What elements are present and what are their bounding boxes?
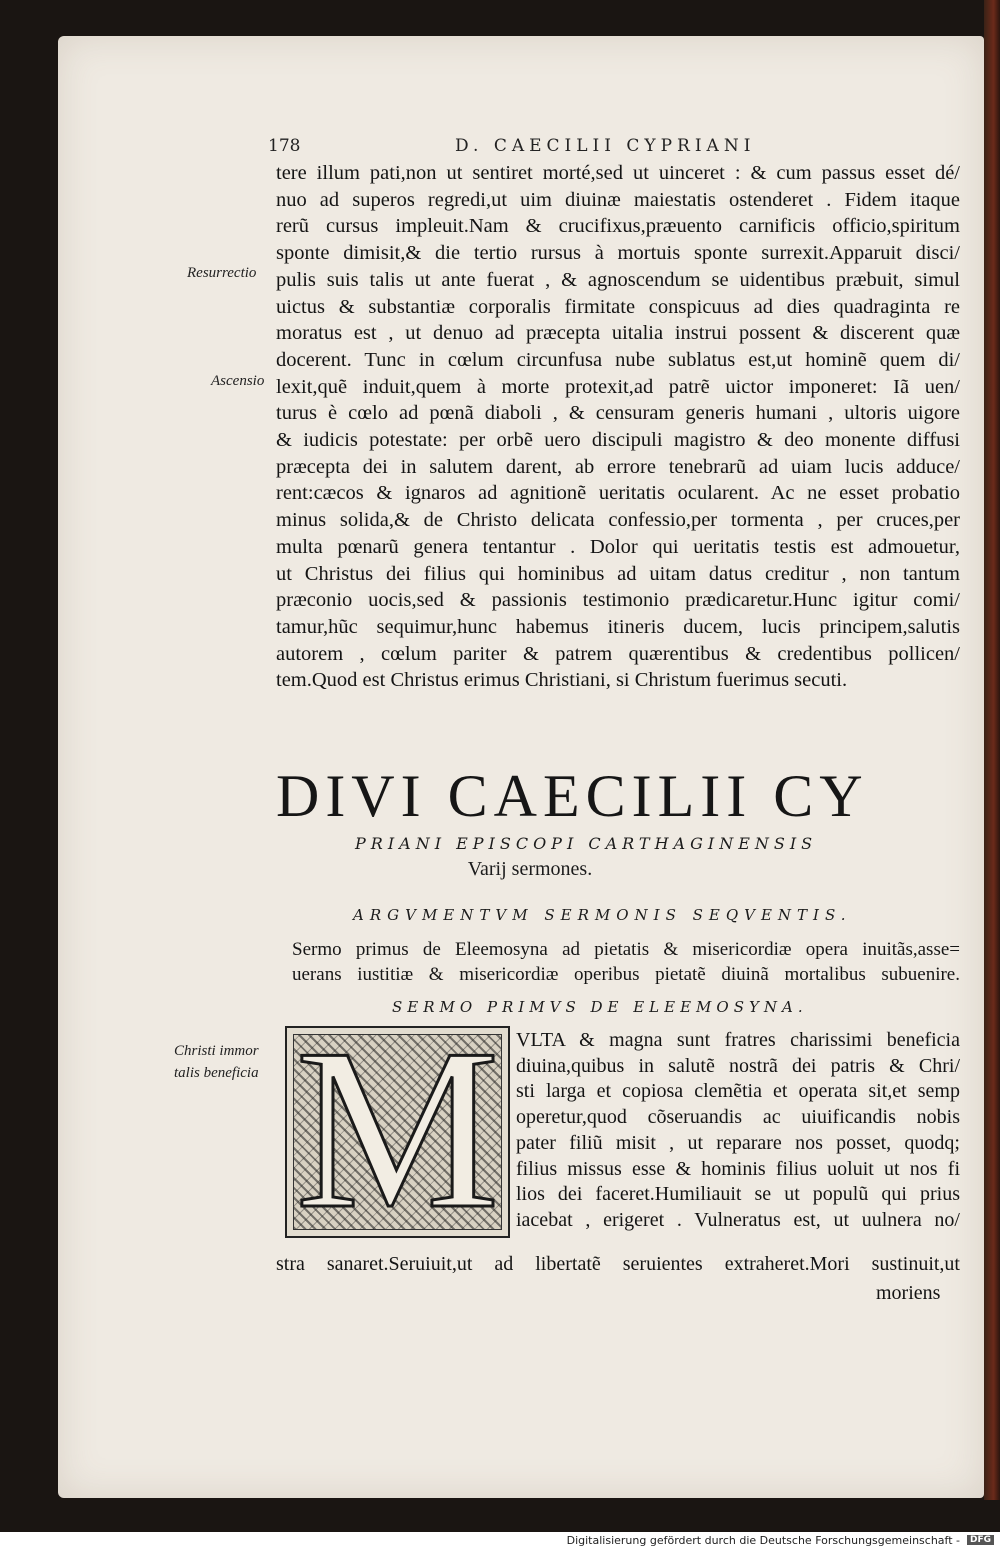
section-subtitle: PRIANI EPISCOPI CARTHAGINENSIS [355, 834, 818, 853]
sermon-line: iacebat , erigeret . Vulneratus est, ut uulnera no/ [516, 1208, 960, 1231]
text-line: sponte dimisit,& die tertio rursus à mortuis sponte surrexit.Apparuit disci/ [276, 242, 960, 265]
text-line: docerent. Tunc in cœlum circunfusa nube sublatus est,ut hominẽ quem di/ [276, 348, 960, 371]
running-title: D. CAECILII CYPRIANI [455, 136, 756, 156]
footer-credit: Digitalisierung gefördert durch die Deutsche Forschungsgemeinschaft - [566, 1534, 960, 1547]
margin-note-resurrectio: Resurrectio [187, 265, 257, 281]
margin-note-christi [174, 1040, 259, 1084]
argument-line: Sermo primus de Eleemosyna ad pietatis & misericordiæ opera inuitãs,asse= [292, 939, 960, 960]
argument-heading: ARGVMENTVM SERMONIS SEQVENTIS. [353, 906, 852, 924]
sermon-text-full [276, 1250, 960, 1278]
argument-line: uerans iustitiæ & misericordiæ operibus pietatẽ diuinã mortalibus subuenire. [292, 964, 960, 985]
text-line: multa pœnarũ genera tentantur . Dolor qui ueritatis testis est admouetur, [276, 535, 960, 558]
sermon-line: lios dei faceret.Humiliauit se ut populũ qui prius [516, 1183, 960, 1206]
sermon-text-right [516, 1028, 960, 1234]
sermon-line: stra sanaret.Seruiuit,ut ad libertatẽ seruientes extraheret.Mori sustinuit,ut [276, 1253, 960, 1275]
sermon-line: operetur,quod cõseruandis ac uiuificandis nobis [516, 1106, 960, 1129]
digitization-footer [0, 1532, 1000, 1551]
text-line: minus solida,& de Christo delicata confessio,per tormenta , per cruces,per [276, 509, 960, 532]
text-line: præcepta dei in salutem darent, ab errore tenebrarũ ad uiam lucis adduce/ [276, 455, 960, 478]
sermon-line: filius missus esse & hominis filius uoluit ut nos fi [516, 1157, 960, 1180]
margin-note-line: talis beneficia [174, 1065, 259, 1081]
text-line: tere illum pati,non ut sentiret morté,sed ut uinceret : & cum passus esset dé/ [276, 162, 960, 184]
margin-note-line: Christi immor [174, 1043, 259, 1059]
text-line: tamur,hũc sequimur,hunc habemus itineris ducem, lucis principem,salutis [276, 615, 960, 638]
text-line: lexit,quẽ induit,quem à morte protexit,ad patrẽ uictor imponeret: Iã uen/ [276, 375, 960, 398]
sermon-line: VLTA & magna sunt fratres charissimi beneficia [516, 1029, 960, 1051]
dfg-logo: DFG [967, 1535, 994, 1545]
text-line: moratus est , ut denuo ad præcepta uitalia instrui possent & discerent quæ [276, 322, 960, 345]
sermon-line: pater filiũ misit , ut reparare nos posset, quodq; [516, 1131, 960, 1154]
catchword: moriens [876, 1282, 941, 1304]
main-text-block [276, 160, 960, 694]
sermon-heading: SERMO PRIMVS DE ELEEMOSYNA. [392, 998, 808, 1016]
section-subtitle-varij: Varij sermones. [467, 858, 593, 880]
decorated-initial [285, 1026, 510, 1238]
sermon-line: sti larga et copiosa clemẽtia et operata sit,et semp [516, 1080, 960, 1103]
initial-letter: M [295, 1026, 500, 1238]
book-binding-edge [984, 0, 1000, 1500]
text-line: præconio uocis,sed & passionis testimonio prædicaretur.Hunc igitur comi/ [276, 589, 960, 612]
text-line: uictus & substantiæ corporalis firmitate conspicuus ad dies quadraginta re [276, 295, 960, 318]
text-line: autorem , cœlum pariter & patrem quærentibus & credentibus pollicen/ [276, 642, 960, 665]
text-line: rent:cæcos & ignaros ad agnitionẽ ueritatis ocularent. Ac ne esset probatio [276, 482, 960, 505]
argument-text [292, 937, 960, 987]
text-line: turus è cœlo ad pœnã diaboli , & censuram generis humani , ultoris uigore [276, 402, 960, 425]
text-line: tem.Quod est Christus erimus Christiani, si Christum fuerimus secuti. [276, 669, 848, 692]
text-line: rerũ cursus impleuit.Nam & crucifixus,præuento carnificis officio,spiritum [276, 215, 960, 238]
page-number: 178 [268, 136, 301, 156]
text-line: pulis suis talis ut ante fuerat , & agnoscendum se uidentibus præbuit, simul [276, 268, 960, 291]
section-title: DIVI CAECILII CY [276, 763, 869, 829]
margin-note-ascensio: Ascensio [211, 373, 265, 389]
sermon-line: diuina,quibus in salutẽ nostrã dei patris & Chri/ [516, 1054, 960, 1077]
text-line: ut Christus dei filius qui hominibus ad uitam datus creditur , non tantum [276, 562, 960, 585]
text-line: & iudicis potestate: per orbẽ uero discipuli magistro & deo monente diffusi [276, 429, 960, 452]
text-line: nuo ad superos regredi,ut uim diuinæ maiestatis ostenderet . Fidem itaque [276, 188, 960, 211]
